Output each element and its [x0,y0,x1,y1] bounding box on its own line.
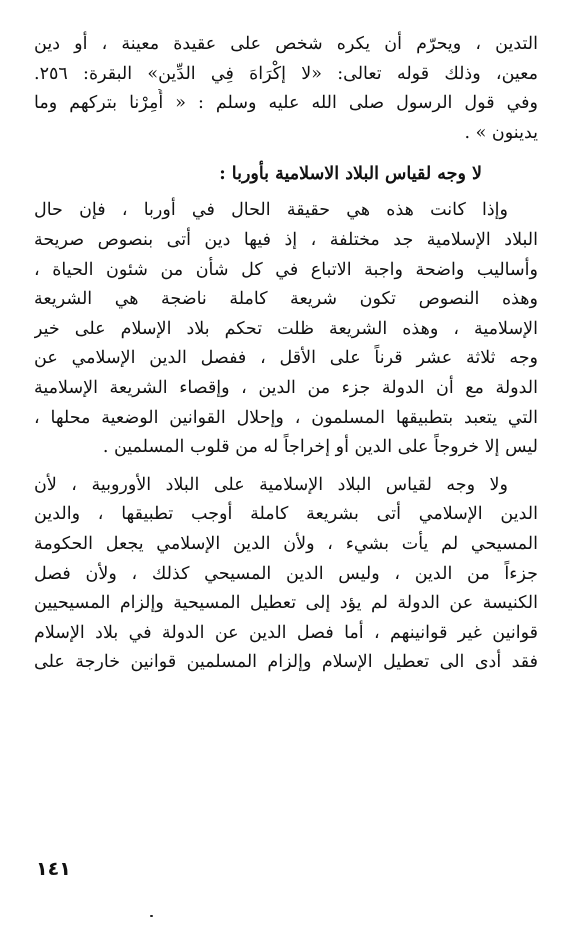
paragraph-spacer [34,463,538,471]
paragraph-line: جزءاً من الدين ، وليس الدين المسيحي كذلك ، ولأن فصل [34,563,538,584]
paragraph-line: معين، وذلك قوله تعالى: «لا إكْرَاهَ فِي الدِّين» البقرة: ٢٥٦. [34,63,538,84]
paragraph-line: التدين ، ويحرّم أن يكره شخص على عقيدة معينة ، أو دين [34,34,538,54]
paragraph-1 [34,30,538,148]
paragraph-line: وفي قول الرسول صلى الله عليه وسلم : « أُمِرْنا بتركهم وما [34,93,538,114]
paragraph-line: وجه ثلاثة عشر قرناً على الأقل ، ففصل الدين الإسلامي عن [34,348,538,369]
paragraph-line: الكنيسة عن الدولة لم يؤد إلى تعطيل المسيحية وإلزام المسيحيين [34,593,538,614]
page-body [34,30,538,678]
paragraph-line: الدولة مع أن الدولة جزء من الدين ، وإقصاء الشريعة الإسلامية [34,377,538,398]
paragraph-line: ولا وجه لقياس البلاد الإسلامية على البلاد الأوروبية ، لأن [34,474,508,495]
paragraph-line: البلاد الإسلامية جد مختلفة ، إذ فيها دين أتى بنصوص صريحة [34,229,538,250]
paragraph-line: قوانين غير قوانينهم ، أما فصل الدين عن الدولة في بلاد الإسلام [34,622,538,643]
page-number: ١٤١ [36,858,71,880]
paragraph-3 [34,471,538,678]
paragraph-line: ليس إلا خروجاً على الدين أو إخراجاً له من قلوب المسلمين . [102,437,538,458]
paragraph-line: التي يتعبد بتطبيقها المسلمون ، وإحلال القوانين الوضعية محلها ، [34,407,538,428]
paragraph-line: يدينون » . [464,122,538,143]
paragraph-line: وإذا كانت هذه هي حقيقة الحال في أوربا ، فإن حال [34,200,508,221]
paragraph-line: وهذه النصوص تكون شريعة كاملة ناضجة هي الشريعة [34,289,538,310]
paragraph-2 [34,196,538,462]
paragraph-line: وأساليب واضحة واجبة الاتباع في كل شأن من شئون الحياة ، [34,259,538,280]
paragraph-line: الإسلامية ، وهذه الشريعة ظلت تحكم بلاد الإسلام على خير [34,318,538,339]
scan-speck [150,915,153,917]
paragraph-line: الدين الإسلامي أتى بشريعة كاملة أوجب تطبيقها ، والدين [34,504,538,525]
section-heading: لا وجه لقياس البلاد الاسلامية بأوربا : [219,164,482,185]
paragraph-line: فقد أدى الى تعطيل الإسلام وإلزام المسلمين قوانين خارجة على [34,652,538,673]
paragraph-line: المسيحي لم يأت بشيء ، ولأن الدين الإسلامي يجعل الحكومة [34,533,538,554]
